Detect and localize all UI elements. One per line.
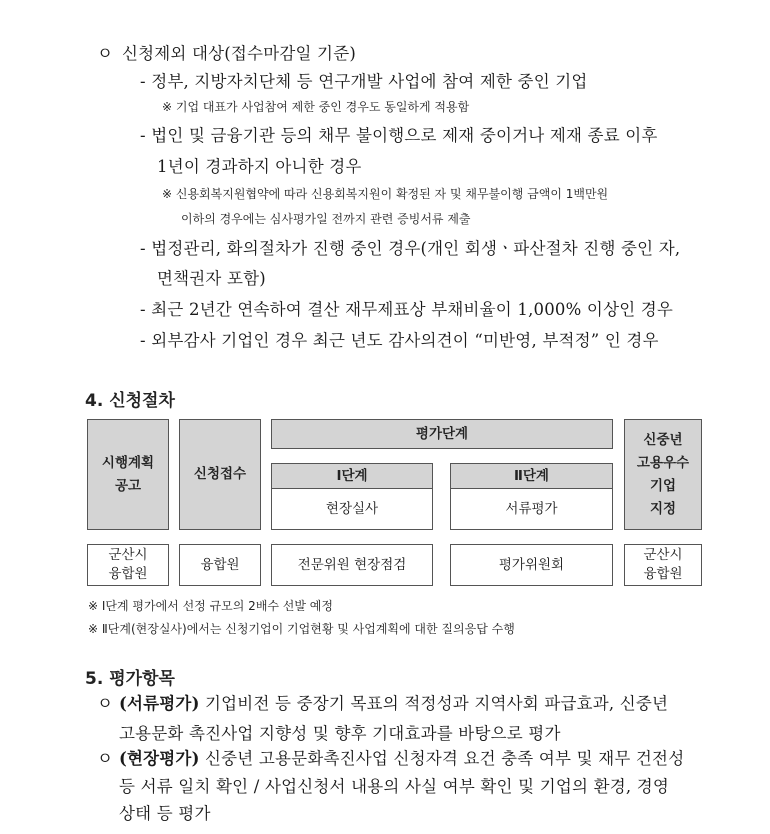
step-designation: 신중년 고용우수 기업 지정	[624, 419, 702, 530]
eval-label-document: (서류평가)	[119, 694, 200, 713]
owner-announce: 군산시 융합원	[87, 544, 169, 586]
stage2-title: Ⅱ단계	[450, 463, 613, 489]
procedure-note: ※ Ⅱ단계(현장실사)에서는 신청기업이 기업현황 및 사업계획에 대한 질의응답 수행	[88, 622, 515, 636]
bullet: ㅇ	[97, 749, 114, 768]
exclusion-item-cont: 1년이 경과하지 아니한 경우	[157, 157, 362, 176]
eval-text: 기업비전 등 중장기 목표의 적정성과 지역사회 파급효과, 신중년	[199, 694, 669, 713]
eval-text-cont: 등 서류 일치 확인 / 사업신청서 내용의 사실 여부 확인 및 기업의 환경, 경영	[119, 777, 670, 796]
stage1-title: Ⅰ단계	[271, 463, 433, 489]
owner-designation: 군산시 융합원	[624, 544, 702, 586]
exclusion-note: ※ 기업 대표가 사업참여 제한 중인 경우도 동일하게 적용함	[162, 100, 470, 114]
stage2-desc: 서류평가	[450, 488, 613, 530]
step-announce: 시행계획 공고	[87, 419, 169, 530]
owner-stage1: 전문위원 현장점검	[271, 544, 433, 586]
section-heading-evaluation: 5. 평가항목	[85, 669, 175, 689]
exclusion-item: - 외부감사 기업인 경우 최근 년도 감사의견이 “미반영, 부적정” 인 경우	[140, 331, 659, 350]
bullet: ㅇ	[97, 44, 114, 63]
exclusion-title: 신청제외 대상(접수마감일 기준)	[122, 44, 356, 63]
step-apply: 신청접수	[179, 419, 261, 530]
step-evaluation: 평가단계	[271, 419, 613, 449]
exclusion-note-cont: 이하의 경우에는 심사평가일 전까지 관련 증빙서류 제출	[181, 212, 471, 226]
owner-apply: 융합원	[179, 544, 261, 586]
exclusion-note: ※ 신용회복지원협약에 따라 신용회복지원이 확정된 자 및 채무불이행 금액이 1백만원	[162, 187, 609, 201]
section-heading-procedure: 4. 신청절차	[85, 391, 175, 411]
bullet: ㅇ	[97, 694, 114, 713]
stage1-desc: 현장실사	[271, 488, 433, 530]
exclusion-item: - 최근 2년간 연속하여 결산 재무제표상 부채비율이 1,000% 이상인 경우	[140, 300, 674, 319]
exclusion-item: - 법정관리, 화의절차가 진행 중인 경우(개인 회생ㆍ파산절차 진행 중인 자,	[140, 239, 681, 258]
eval-item-document	[119, 690, 668, 714]
procedure-note: ※ Ⅰ단계 평가에서 선정 규모의 2배수 선발 예정	[88, 599, 333, 613]
eval-item-field	[119, 745, 684, 769]
eval-text-cont: 상태 등 평가	[119, 804, 211, 823]
exclusion-item-cont: 면책권자 포함)	[157, 269, 266, 288]
eval-label-field: (현장평가)	[119, 749, 200, 768]
owner-stage2: 평가위원회	[450, 544, 613, 586]
eval-text: 신중년 고용문화촉진사업 신청자격 요건 충족 여부 및 재무 건전성	[199, 749, 685, 768]
exclusion-item: - 법인 및 금융기관 등의 채무 불이행으로 제재 중이거나 제재 종료 이후	[140, 126, 658, 145]
eval-text-cont: 고용문화 촉진사업 지향성 및 향후 기대효과를 바탕으로 평가	[119, 724, 561, 743]
exclusion-item: - 정부, 지방자치단체 등 연구개발 사업에 참여 제한 중인 기업	[140, 72, 588, 91]
